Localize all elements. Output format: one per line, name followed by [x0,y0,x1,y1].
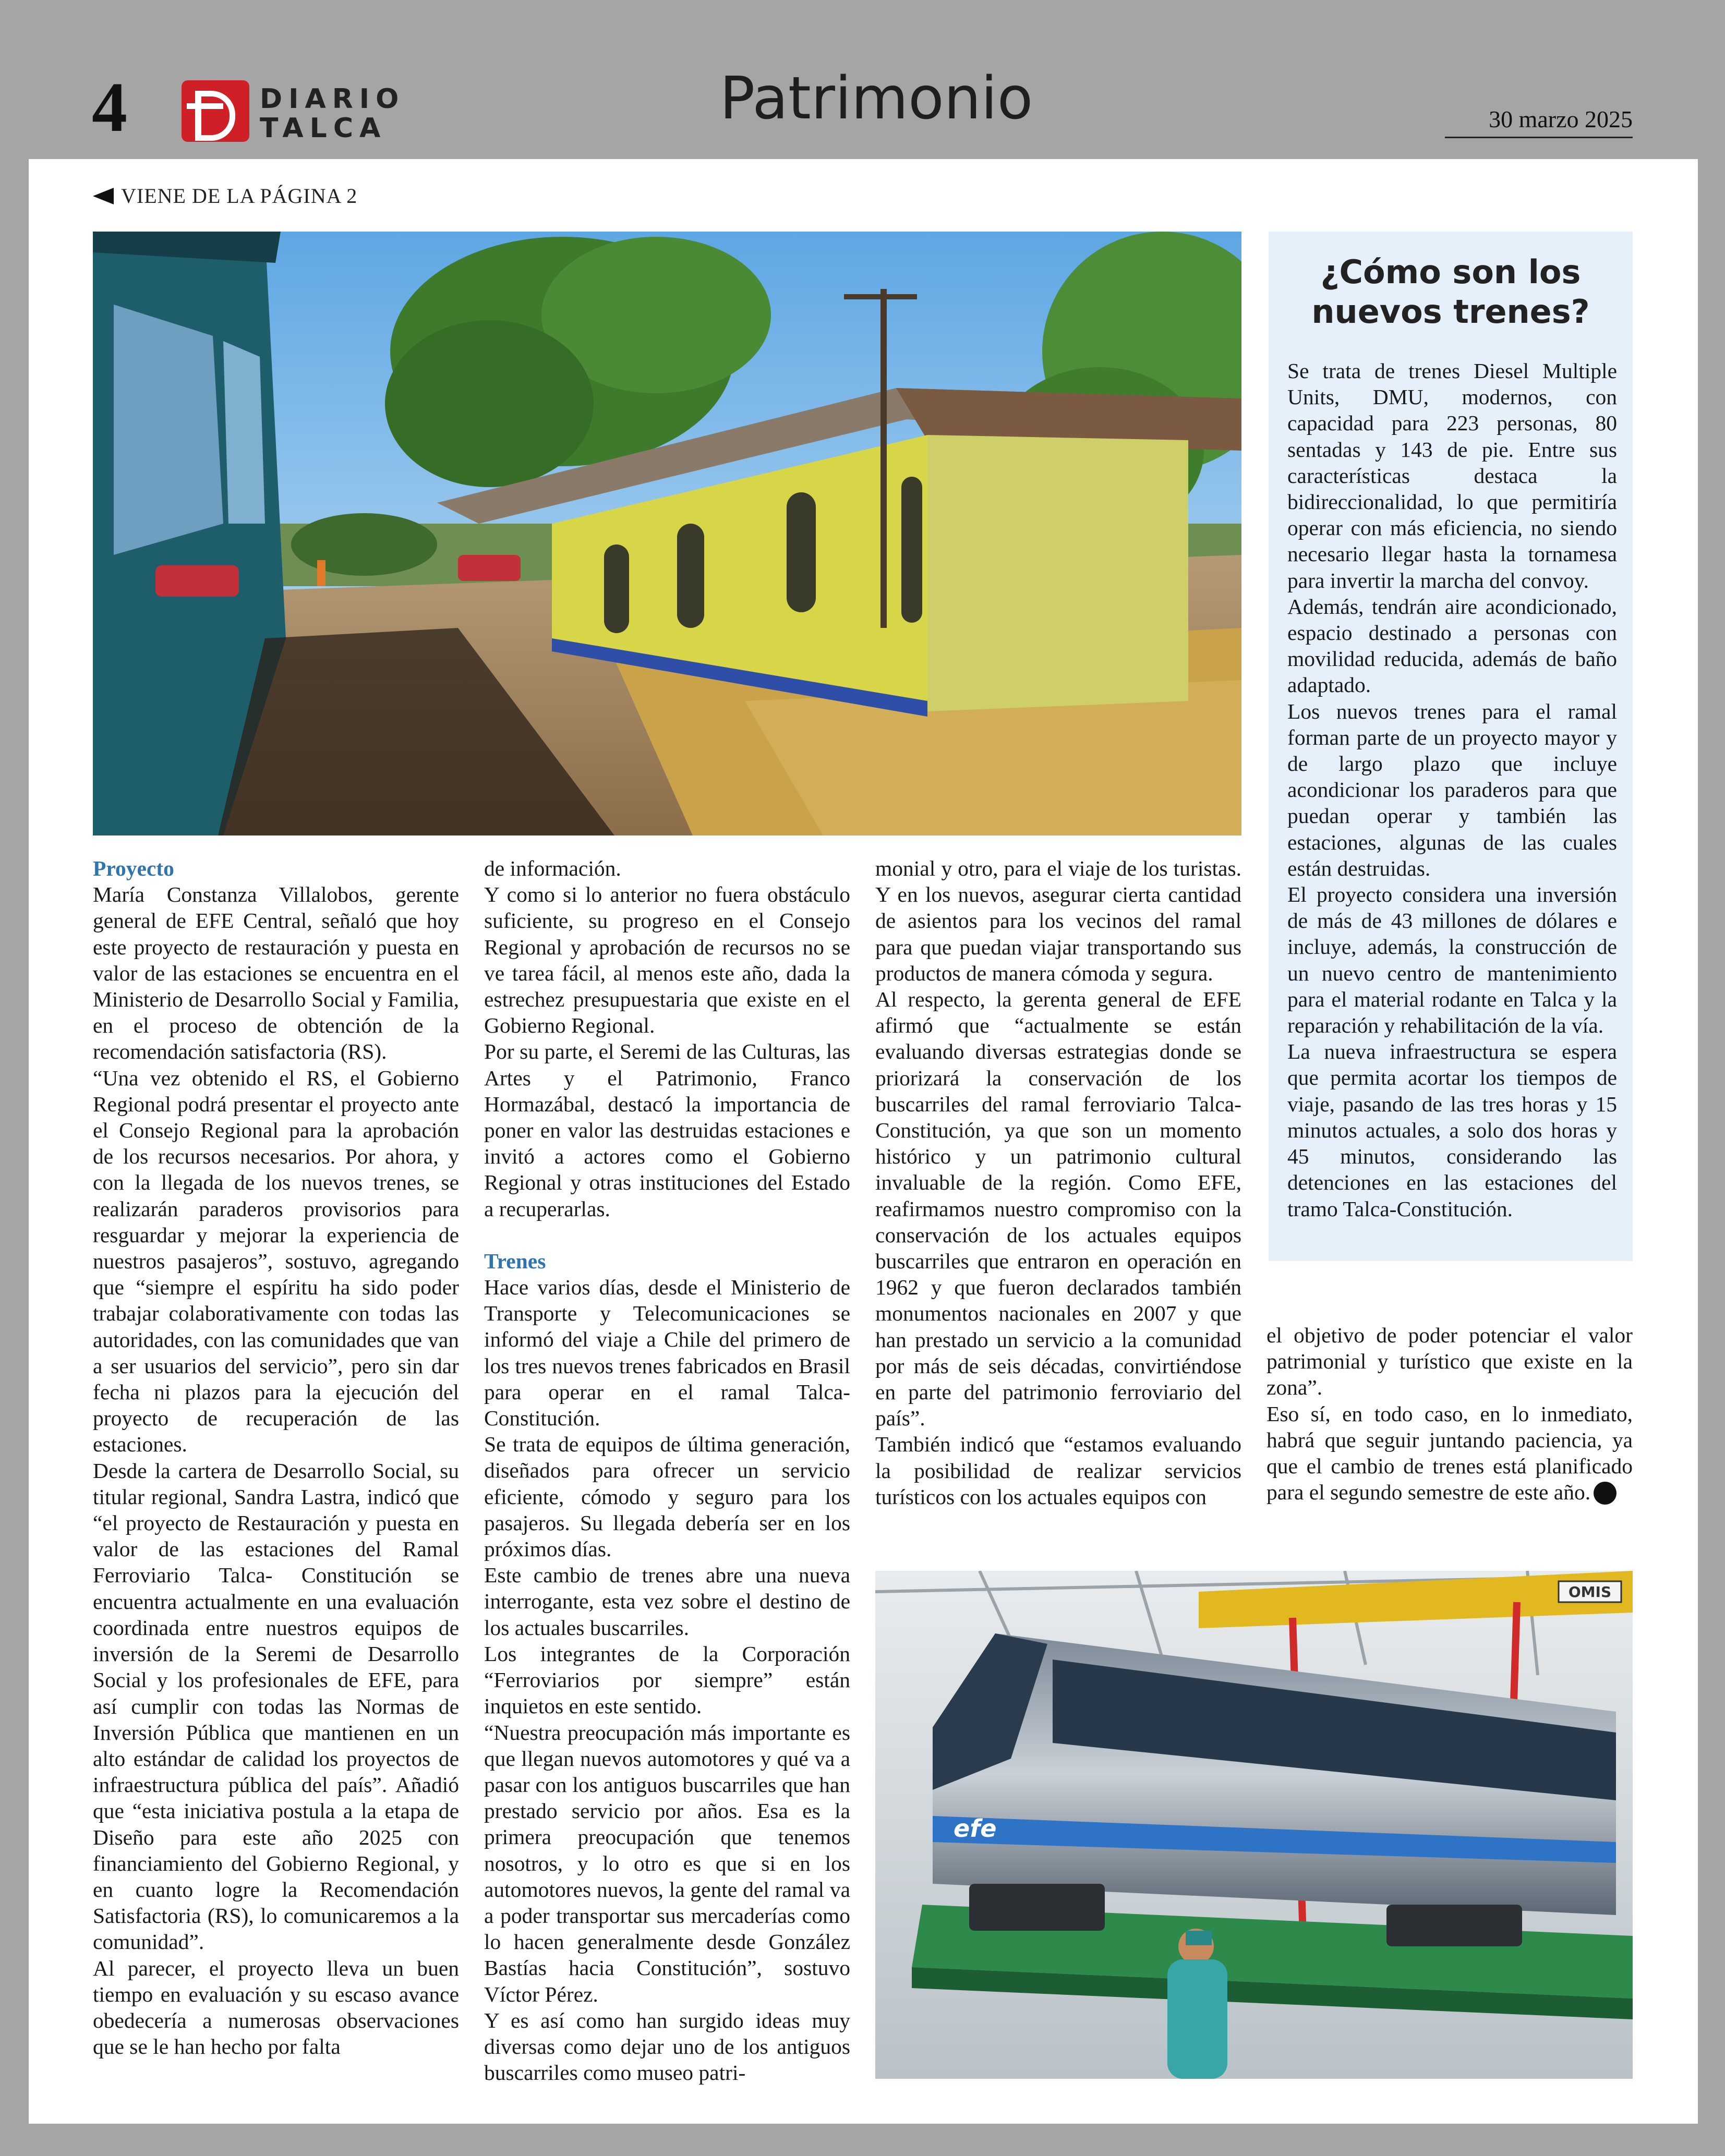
sidebar-paragraph: La nueva infraestructura se espera que permita acortar los tiempos de viaje, pasando de las tres horas y 15 minutos actuales, a solo dos horas y 45 minutos, considerando las detenciones en las estaciones del tramo Talca-Constitución. [1287,1039,1617,1221]
subhead-trenes: Trenes [484,1249,546,1273]
paragraph: Desde la cartera de Desarrollo Social, su titular regional, Sandra Lastra, indicó que “el proyecto de Restauración y puesta en valor de las estaciones del Ramal Ferroviario Talca- Constitución se encuentra actualmente en una evaluación coordinada entre nuestros equipos de inversión de la Seremi de Desarrollo Social y los profesionales de EFE, para así cumplir con todas las Normas de Inversión Pública que mantienen en un alto estándar de calidad los proyectos de infraestructura pública del país”. Añadió que “esta iniciativa postula a la etapa de Diseño para este año 2025 con financiamiento del Gobierno Regional, y en cuanto logre la Recomendación Satisfactoria (RS), lo comunicaremos a la comunidad”. [93,1458,459,1954]
article-column-4 [1266,1322,1633,1505]
issue-date: 30 marzo 2025 [1489,106,1633,132]
paragraph [1266,1401,1633,1506]
sidebar-title: ¿Cómo son los nuevos trenes? [1311,253,1590,331]
continued-from-kicker[interactable] [93,184,357,208]
section-spacer [484,1222,850,1248]
paragraph: Se trata de equipos de última generación, diseñados para ofrecer un servicio eficiente, cómodo y seguro para los pasajeros. Su llegada debería ser en los próximos días. [484,1432,850,1561]
paragraph: Y como si lo anterior no fuera obstáculo suficiente, su progreso en el Consejo Regional y aprobación de recursos no se ve tarea fácil, al menos este año, dada la estrechez presupuestaria que existe en el Gobierno Regional. [484,882,850,1038]
logo-emblem-icon [182,80,249,142]
paragraph: de información. [484,856,621,880]
page-number: 4 [92,68,127,147]
end-of-article-icon [1594,1482,1617,1505]
article-column-1 [93,855,459,2060]
logo-line-2: TALCA [260,113,387,144]
paragraph: monial y otro, para el viaje de los turistas. Y en los nuevos, asegurar cierta cantidad de asientos para los vecinos del ramal para que puedan viajar transportando sus productos de manera cómoda y segura. [875,856,1241,985]
paragraph: Este cambio de trenes abre una nueva interrogante, esta vez sobre el destino de los actuales buscarriles. [484,1563,850,1640]
paragraph: Por su parte, el Seremi de las Culturas, las Artes y el Patrimonio, Franco Hormazábal, destacó la importancia de poner en valor las destruidas estaciones e invitó a actores como el Gobierno Regional y otras instituciones del Estado a recuperarlas. [484,1039,850,1221]
sidebar-paragraph: Se trata de trenes Diesel Multiple Units, DMU, modernos, con capacidad para 223 personas, 80 sentadas y 143 de pie. Entre sus características destaca la bidireccionalidad, lo que permitiría operar con más eficiencia, no siendo necesario llegar hasta la tornamesa para invertir la marcha del convoy. [1287,359,1617,592]
sidebar-paragraph: El proyecto considera una inversión de más de 43 millones de dólares e incluye, además, la construcción de un nuevo centro de mantenimiento para el material rodante en Talca y la reparación y rehabilitación de la vía. [1287,882,1617,1038]
subhead-proyecto: Proyecto [93,856,174,880]
train-logo-front: efe [954,1814,997,1843]
new-train-photo [875,1571,1633,2079]
article-column-2 [484,855,850,2086]
paragraph: Hace varios días, desde el Ministerio de Transporte y Telecomunicaciones se informó del viaje a Chile del primero de los tres nuevos trenes fabricados en Brasil para operar en el ramal Talca-Constitución. [484,1275,850,1431]
paragraph: “Nuestra preocupación más importante es que llegan nuevos automotores y qué va a pasar con los antiguos buscarriles que han prestado servicio por años. Esa es la primera preocupación que tenemos nosotros, y lo otro es que si en los automotores nuevos, la gente del ramal va a poder transportar sus mercaderías como lo hacen generalmente desde González Bastías hacia Constitución”, sostuvo Víctor Pérez. [484,1720,850,2006]
sidebar-paragraph: Los nuevos trenes para el ramal forman parte de un proyecto mayor y de largo plazo que incluye acondicionar los paraderos para que puedan operar y también las estaciones, algunas de las cuales están destruidas. [1287,699,1617,880]
station-photo [93,232,1241,835]
paragraph: Los integrantes de la Corporación “Ferroviarios por siempre” están inquietos en este sentido. [484,1641,850,1718]
paragraph: “Una vez obtenido el RS, el Gobierno Regional podrá presentar el proyecto ante el Consejo Regional para la aprobación de los recursos necesarios. Por ahora, y con la llegada de los nuevos trenes, se realizarán paraderos provisorios para resguardar y mejorar la experiencia de nuestros pasajeros”, sostuvo, agregando que “siempre el espíritu ha sido poder trabajar colaborativamente con todas las autoridades, con las comunidades que van a ser usuarios del servicio”, pero sin dar fecha ni plazos para la ejecución del proyecto de recuperación de las estaciones. [93,1065,459,1457]
paragraph: el objetivo de poder potenciar el valor patrimonial y turístico que existe en la zona”. [1266,1323,1633,1400]
section-title: Patrimonio [719,65,1033,132]
paragraph: María Constanza Villalobos, gerente general de EFE Central, señaló que hoy este proyecto de restauración y puesta en valor de las estaciones se encuentra en el Ministerio de Desarrollo Social y Familia, en el proceso de obtención de la recomendación satisfactoria (RS). [93,882,459,1064]
paragraph: Al parecer, el proyecto lleva un buen tiempo en evaluación y su escaso avance obedecería a numerosas observaciones que se le han hecho por falta [93,1956,459,2059]
sidebar-text [1287,358,1617,1222]
article-column-3 [875,855,1241,1510]
new-train-photo-illustration [875,1571,1633,2079]
date-underline [1445,137,1633,138]
crane-sign-text: OMIS [1568,1583,1612,1601]
paragraph: Y es así como han surgido ideas muy diversas como dejar uno de los antiguos buscarriles como museo patri- [484,2008,850,2085]
sidebar-box [1269,232,1633,1261]
sidebar-paragraph: Además, tendrán aire acondicionado, espacio destinado a personas con movilidad reducida, además de baño adaptado. [1287,594,1617,697]
paragraph: También indicó que “estamos evaluando la posibilidad de realizar servicios turísticos con los actuales equipos con [875,1432,1241,1509]
triangle-left-icon [93,188,114,204]
station-photo-illustration [93,232,1241,835]
logo-line-1: DIARIO [260,83,405,115]
diario-talca-logo [182,78,405,146]
paragraph: Al respecto, la gerenta general de EFE afirmó que “actualmente se están evaluando diversas estrategias donde se priorizará la conservación de los buscarriles del ramal ferroviario Talca-Constitución, ya que son un momento histórico y un patrimonio cultural invaluable de la región. Como EFE, reafirmamos nuestro compromiso con la conservación de los actuales equipos buscarriles que entraron en operación en 1962 y que fueron declarados también monumentos nacionales en 2007 y que han prestado un servicio a la comunidad por más de seis décadas, convirtiéndose en parte del patrimonio ferroviario del país”. [875,987,1241,1431]
kicker-text: VIENE DE LA PÁGINA 2 [121,184,358,208]
closing-paragraph-text: Eso sí, en todo caso, en lo inmediato, habrá que seguir juntando paciencia, ya que el cambio de trenes está planificado para el segundo semestre de este año. [1266,1401,1633,1505]
